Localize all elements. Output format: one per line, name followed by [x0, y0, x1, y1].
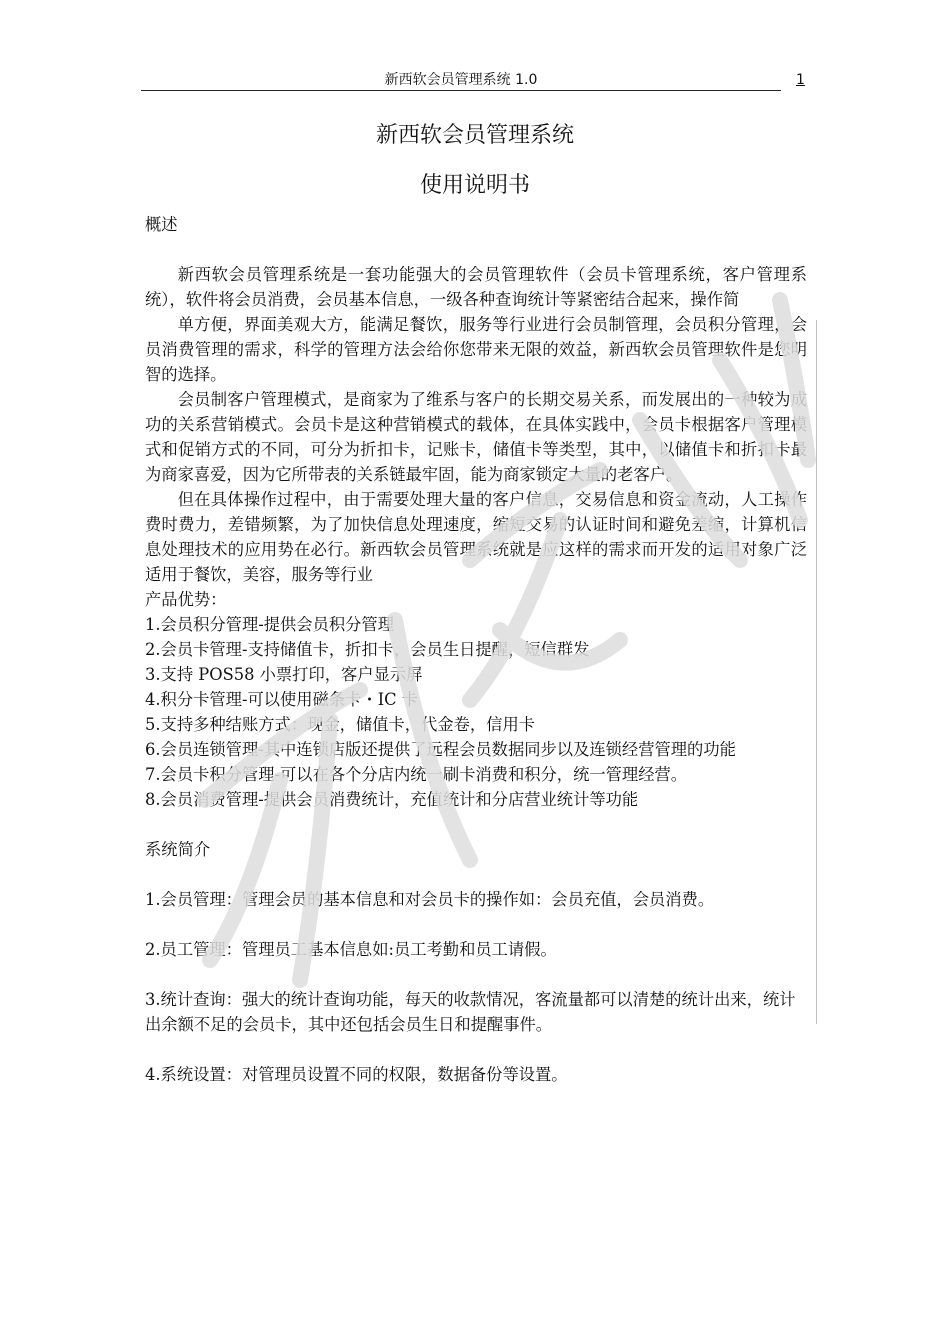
document-subtitle: 使用说明书: [419, 173, 530, 198]
paragraph: 会员制客户管理模式，是商家为了维系与客户的长期交易关系，而发展出的一种较为成功的关系营销模式。会员卡是这种营销模式的载体，在具体实践中，会员卡根据客户管理模式和促销方式的不同，可分为折扣卡，记账卡，储值卡等类型，其中，以储值卡和折扣卡最为商家喜爱，因为它所带表的关系链最牢固，能为商家锁定大量的老客户。: [145, 390, 807, 484]
list-item: 3.统计查询：强大的统计查询功能，每天的收款情况，客流量都可以清楚的统计出来，统计出余额不足的会员卡，其中还包括会员生日和提醒事件。: [145, 990, 796, 1034]
running-title: 新西软会员管理系统 1.0: [384, 72, 538, 88]
list-item: 1.会员管理：管理会员的基本信息和对会员卡的操作如：会员充值，会员消费。: [145, 890, 715, 909]
spacer: [145, 962, 807, 987]
list-item: 6.会员连锁管理-其中连锁店版还提供了远程会员数据同步以及连锁经营管理的功能: [145, 740, 736, 759]
spacer: [145, 912, 807, 937]
spacer: [145, 812, 807, 837]
list-item: 2.会员卡管理-支持储值卡，折扣卡，会员生日提醒，短信群发: [145, 640, 590, 659]
spacer: [145, 1037, 807, 1062]
list-item: 2.员工管理：管理员工基本信息如:员工考勤和员工请假。: [145, 940, 557, 959]
document-title: 新西软会员管理系统: [375, 123, 574, 148]
paragraph: 单方便，界面美观大方，能满足餐饮，服务等行业进行会员制管理，会员积分管理，会员消费管理的需求，科学的管理方法会给你您带来无限的效益，新西软会员管理软件是您明智的选择。: [145, 315, 807, 384]
section-heading-overview: 概述: [145, 215, 178, 234]
page-number: 1: [796, 72, 805, 88]
running-header: [141, 70, 781, 91]
list-item: 8.会员消费管理-提供会员消费统计，充值统计和分店营业统计等功能: [145, 790, 639, 809]
spacer: [145, 237, 807, 262]
list-item: 4.积分卡管理-可以使用磁条卡・IC 卡: [145, 690, 419, 709]
paragraph: 但在具体操作过程中，由于需要处理大量的客户信息，交易信息和资金流动，人工操作费时费力，差错频繁，为了加快信息处理速度，缩短交易的认证时间和避免差缩，计算机信息处理技术的应用势在必行。新西软会员管理系统就是应这样的需求而开发的适用对象广泛适用于餐饮，美容，服务等行业: [145, 490, 807, 584]
list-item: 1.会员积分管理-提供会员积分管理: [145, 615, 394, 634]
list-item: 5.支持多种结账方式：现金，储值卡，代金卷，信用卡: [145, 715, 536, 734]
section-heading-advantages: 产品优势：: [145, 590, 227, 609]
list-item: 4.系统设置：对管理员设置不同的权限，数据备份等设置。: [145, 1065, 568, 1084]
margin-rule: [816, 320, 817, 1024]
spacer: [145, 862, 807, 887]
section-heading-system: 系统简介: [145, 840, 211, 859]
paragraph: 新西软会员管理系统是一套功能强大的会员管理软件（会员卡管理系统，客户管理系统），软件将会员消费，会员基本信息，一级各种查询统计等紧密结合起来，操作简: [145, 265, 807, 309]
document-body: [145, 212, 807, 1087]
list-item: 7.会员卡积分管理-可以在各个分店内统一刷卡消费和积分，统一管理经营。: [145, 765, 688, 784]
list-item: 3.支持 POS58 小票打印，客户显示屏: [145, 665, 423, 684]
